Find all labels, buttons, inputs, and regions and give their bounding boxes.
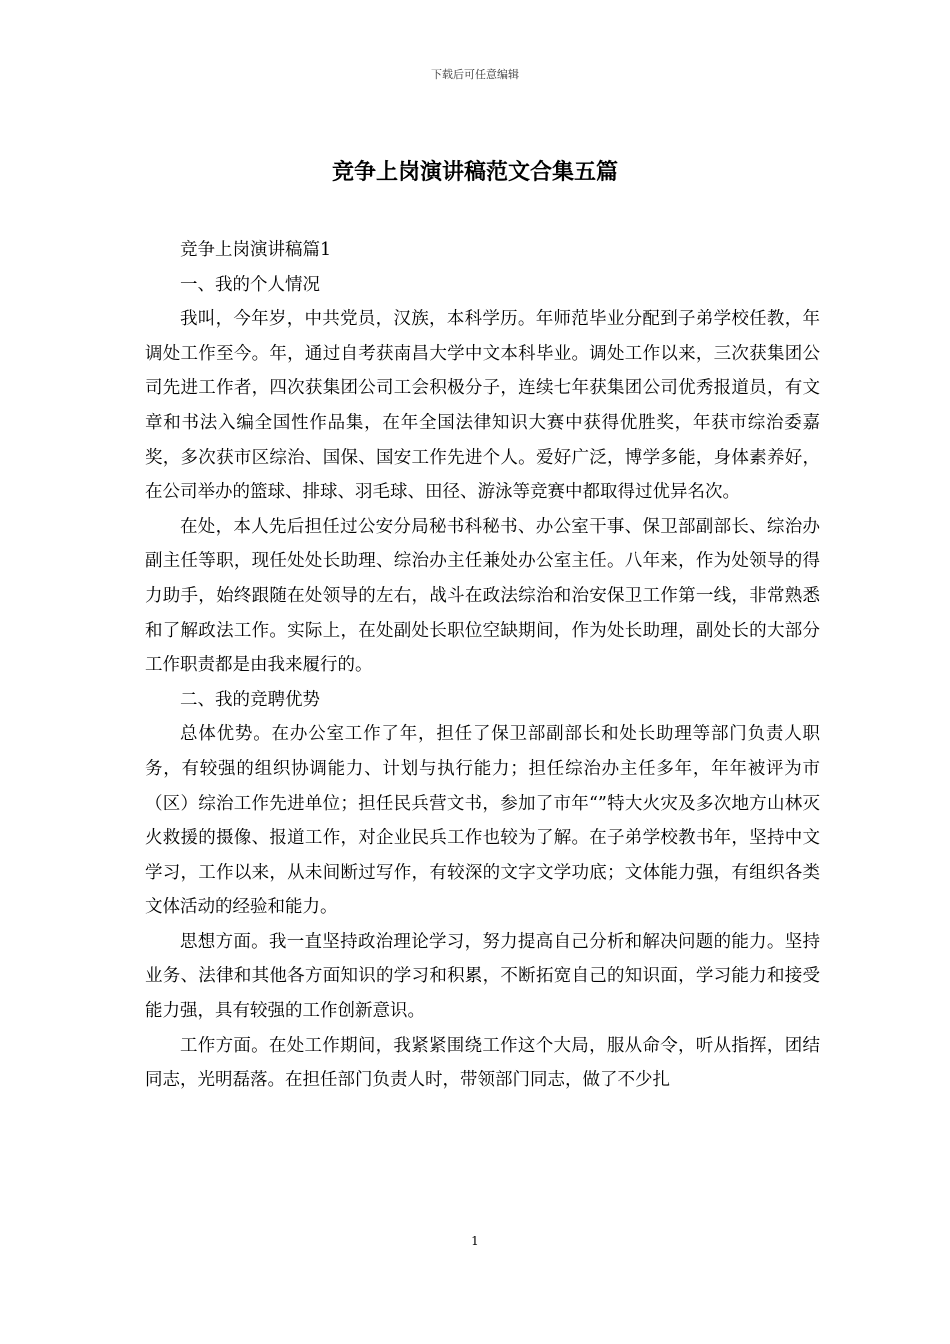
body-paragraph: 工作方面。在处工作期间，我紧紧围绕工作这个大局，服从命令，听从指挥，团结同志，光明磊落。在担任部门负责人时，带领部门同志，做了不少扎: [145, 1035, 820, 1091]
body-paragraph: 我叫，今年岁，中共党员，汉族，本科学历。年师范毕业分配到子弟学校任教，年调处工作至今。年，通过自考获南昌大学中文本科毕业。调处工作以来，三次获集团公司先进工作者，四次获集团公司工会积极分子，连续七年获集团公司优秀报道员，有文章和书法入编全国性作品集，在年全国法律知识大赛中获得优胜奖，年获市综治委嘉奖，多次获市区综治、国保、国安工作先进个人。爱好广泛，博学多能，身体素养好，在公司举办的篮球、排球、羽毛球、田径、游泳等竞赛中都取得过优异名次。: [145, 309, 820, 503]
body-paragraph: 思想方面。我一直坚持政治理论学习，努力提高自己分析和解决问题的能力。坚持业务、法律和其他各方面知识的学习和积累，不断拓宽自己的知识面，学习能力和接受能力强，具有较强的工作创新意识。: [145, 931, 820, 1022]
header-note: 下载后可任意编辑: [431, 68, 519, 81]
document-body: [145, 233, 820, 1098]
document-title: 竞争上岗演讲稿范文合集五篇: [331, 159, 618, 185]
subsection-heading: 一、我的个人情况: [180, 274, 320, 295]
body-paragraph: 在处，本人先后担任过公安分局秘书科秘书、办公室干事、保卫部副部长、综治办副主任等职，现任处处长助理、综治办主任兼处办公室主任。八年来，作为处领导的得力助手，始终跟随在处领导的左右，战斗在政法综治和治安保卫工作第一线，非常熟悉和了解政法工作。实际上，在处副处长职位空缺期间，作为处长助理，副处长的大部分工作职责都是由我来履行的。: [145, 516, 820, 676]
body-paragraph: 总体优势。在办公室工作了年，担任了保卫部副部长和处长助理等部门负责人职务，有较强的组织协调能力、计划与执行能力；担任综治办主任多年，年年被评为市（区）综治工作先进单位；担任民兵营文书，参加了市年“”特大火灾及多次地方山林灭火救援的摄像、报道工作，对企业民兵工作也较为了解。在子弟学校教书年，坚持中文学习，工作以来，从未间断过写作，有较深的文字文学功底；文体能力强，有组织各类文体活动的经验和能力。: [145, 724, 820, 918]
section-heading: 竞争上岗演讲稿篇1: [180, 240, 332, 260]
subsection-heading: 二、我的竞聘优势: [180, 689, 320, 710]
page-number: 1: [471, 1234, 479, 1248]
